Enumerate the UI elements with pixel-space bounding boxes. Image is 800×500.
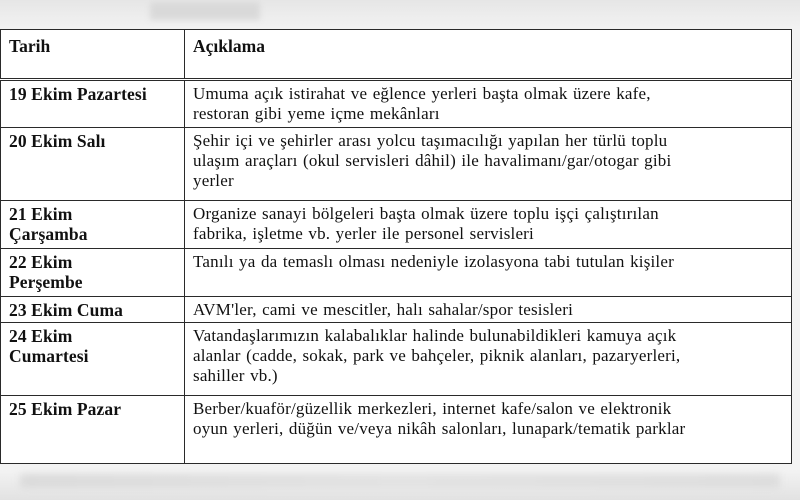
row-description-line: Berber/kuaför/güzellik merkezleri, internet kafe/salon ve elektronik [193,399,672,418]
table-row [1,128,792,201]
row-date-line: 23 Ekim Cuma [9,300,123,320]
row-date [1,297,185,323]
row-date-line: Çarşamba [9,224,88,244]
table-row [1,297,792,323]
table-row [1,323,792,396]
row-description-line: Şehir içi ve şehirler arası yolcu taşımacılığı yapılan her türlü toplu [193,131,668,150]
row-description-line: Umuma açık istirahat ve eğlence yerleri başta olmak üzere kafe, [193,84,651,103]
row-date [1,323,185,396]
row-date [1,80,185,128]
row-description-line: yerler [193,171,234,190]
row-description [185,201,792,249]
row-description-line: Tanılı ya da temaslı olması nedeniyle izolasyona tabi tutulan kişiler [193,252,674,271]
row-description [185,249,792,297]
row-description-line: Vatandaşlarımızın kalabalıklar halinde bulunabildikleri kamuya açık [193,326,677,345]
table-row [1,396,792,464]
table-row [1,201,792,249]
row-date-line: 24 Ekim [9,326,73,346]
row-description-line: fabrika, işletme vb. yerler ile personel servisleri [193,224,534,243]
row-date-line: Cumartesi [9,346,89,366]
row-description [185,128,792,201]
row-date [1,201,185,249]
row-date [1,249,185,297]
row-description-line: restoran gibi yeme içme mekânları [193,104,440,123]
header-description: Açıklama [185,30,792,80]
row-date-line: 25 Ekim Pazar [9,399,122,419]
blurred-text-below [20,474,780,488]
row-description-line: ulaşım araçları (okul servisleri dâhil) ile havalimanı/gar/otogar gibi [193,151,672,170]
header-date: Tarih [1,30,185,80]
table-header-row [1,30,792,80]
row-description-line: alanlar (cadde, sokak, park ve bahçeler, piknik alanları, pazaryerleri, [193,346,681,365]
row-description [185,297,792,323]
row-date [1,396,185,464]
schedule-table [0,29,792,464]
row-description-line: Organize sanayi bölgeleri başta olmak üzere toplu işçi çalıştırılan [193,204,659,223]
row-description-line: oyun yerleri, düğün ve/veya nikâh salonları, lunapark/tematik parklar [193,419,686,438]
row-date [1,128,185,201]
table-row [1,80,792,128]
row-date-line: 20 Ekim Salı [9,131,106,151]
row-date-line: 19 Ekim Pazartesi [9,84,147,104]
row-date-line: 21 Ekim [9,204,73,224]
row-date-line: 22 Ekim [9,252,73,272]
table-row [1,249,792,297]
row-description [185,80,792,128]
blurred-heading-above [150,2,260,20]
row-description-line: AVM'ler, cami ve mescitler, halı sahalar/spor tesisleri [193,300,574,319]
row-date-line: Perşembe [9,272,83,292]
row-description [185,396,792,464]
row-description-line: sahiller vb.) [193,366,278,385]
row-description [185,323,792,396]
